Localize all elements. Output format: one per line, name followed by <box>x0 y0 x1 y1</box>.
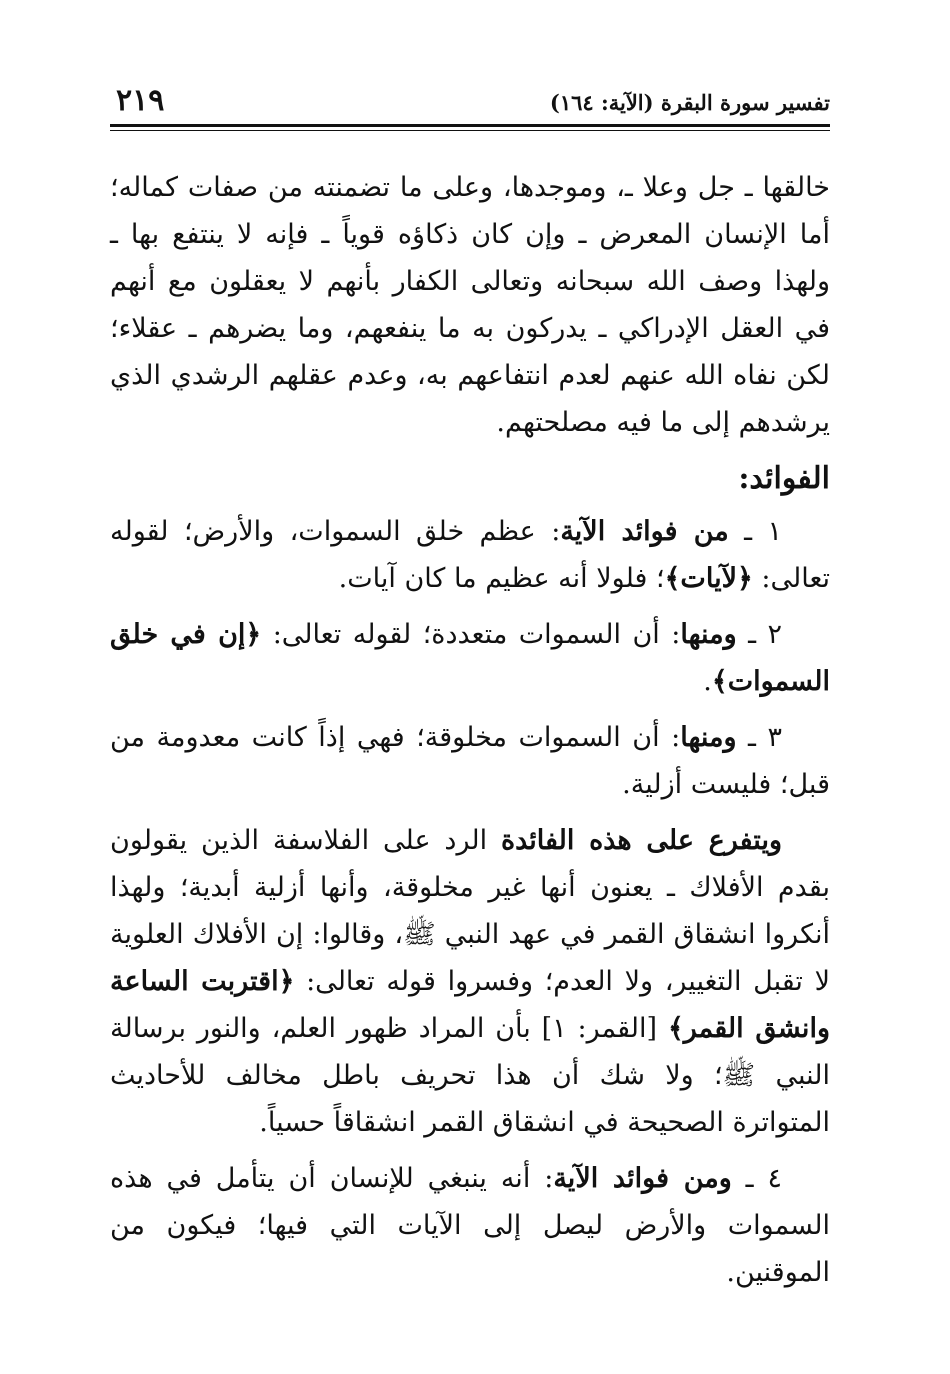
benefit-3 <box>110 714 830 808</box>
branch-paragraph <box>110 817 830 1146</box>
branch-text-a: الرد على الفلاسفة الذين يقولون بقدم الأفلاك ـ يعنون أنها غير مخلوقة، وأنها أزلية أبدية؛ ولهذا أنكروا انشقاق القمر في عهد النبي ﷺ، وقالوا: إن الأفلاك العلوية لا تقبل التغيير، ولا العدم؛ وفسروا قوله تعالى: <box>110 825 831 997</box>
benefit-2-text-a: : أن السموات متعددة؛ لقوله تعالى: <box>261 619 681 650</box>
page-header <box>110 83 830 122</box>
header-rule-thin <box>110 130 830 131</box>
benefit-4-lead: ومن فوائد الآية <box>553 1163 732 1194</box>
benefit-1-number: ١ ـ <box>728 516 782 547</box>
page-body <box>110 164 830 1305</box>
benefit-2 <box>110 611 830 705</box>
benefit-4 <box>110 1155 830 1296</box>
page-number: ٢١٩ <box>116 83 165 118</box>
benefit-2-number: ٢ ـ <box>736 619 783 650</box>
book-page <box>110 83 831 1328</box>
benefit-3-text: : أن السموات مخلوقة؛ فهي إذاً كانت معدومة من قبل؛ فليست أزلية. <box>110 722 830 800</box>
branch-text-b: [القمر: ١] بأن المراد ظهور العلم، والنور برسالة النبي ﷺ؛ ولا شك أن هذا تحريف باطل مخالف للأحاديث المتواترة الصحيحة في انشقاق القمر انشقاقاً حسياً. <box>110 1013 830 1138</box>
benefit-1-quote: ﴿لآيات﴾ <box>664 563 753 594</box>
branch-quote: ﴿اقتربت الساعة وانشق القمر﴾ <box>110 966 830 1044</box>
benefit-1-lead: من فوائد الآية <box>560 516 729 547</box>
benefit-1 <box>110 508 830 602</box>
benefit-4-text: : أنه ينبغي للإنسان أن يتأمل في هذه السموات والأرض ليصل إلى الآيات التي فيها؛ فيكون من الموقنين. <box>110 1163 830 1288</box>
branch-lead: ويتفرع على هذه الفائدة <box>500 825 782 856</box>
benefit-1-text-b: ؛ فلولا أنه عظيم ما كان آيات. <box>338 563 665 594</box>
header-rule-thick <box>110 124 830 127</box>
benefit-2-quote: ﴿إن في خلق السموات﴾ <box>110 619 830 697</box>
benefit-3-number: ٣ ـ <box>736 722 783 753</box>
benefit-2-lead: ومنها <box>680 619 737 650</box>
benefit-4-number: ٤ ـ <box>731 1163 782 1194</box>
benefit-3-lead: ومنها <box>680 722 737 753</box>
intro-paragraph: خالقها ـ جل وعلا ـ، وموجدها، وعلى ما تضمنته من صفات كماله؛ أما الإنسان المعرض ـ وإن كان ذكاؤه قوياً ـ فإنه لا ينتفع بها ـ ولهذا وصف الله سبحانه وتعالى الكفار بأنهم لا يعقلون مع أنهم في العقل الإدراكي ـ يدركون به ما ينفعهم، وما يضرهم ـ عقلاء؛ لكن نفاه الله عنهم لعدم انتفاعهم به، وعدم عقلهم الرشدي الذي يرشدهم إلى ما فيه مصلحتهم. <box>110 172 830 438</box>
benefit-2-text-b: . <box>703 666 712 697</box>
section-title-fawaid: الفوائد: <box>738 461 830 496</box>
benefit-1-text-a: : عظم خلق السموات، والأرض؛ لقوله تعالى: <box>110 516 830 594</box>
running-title: تفسير سورة البقرة (الآية: ١٦٤) <box>549 90 830 115</box>
